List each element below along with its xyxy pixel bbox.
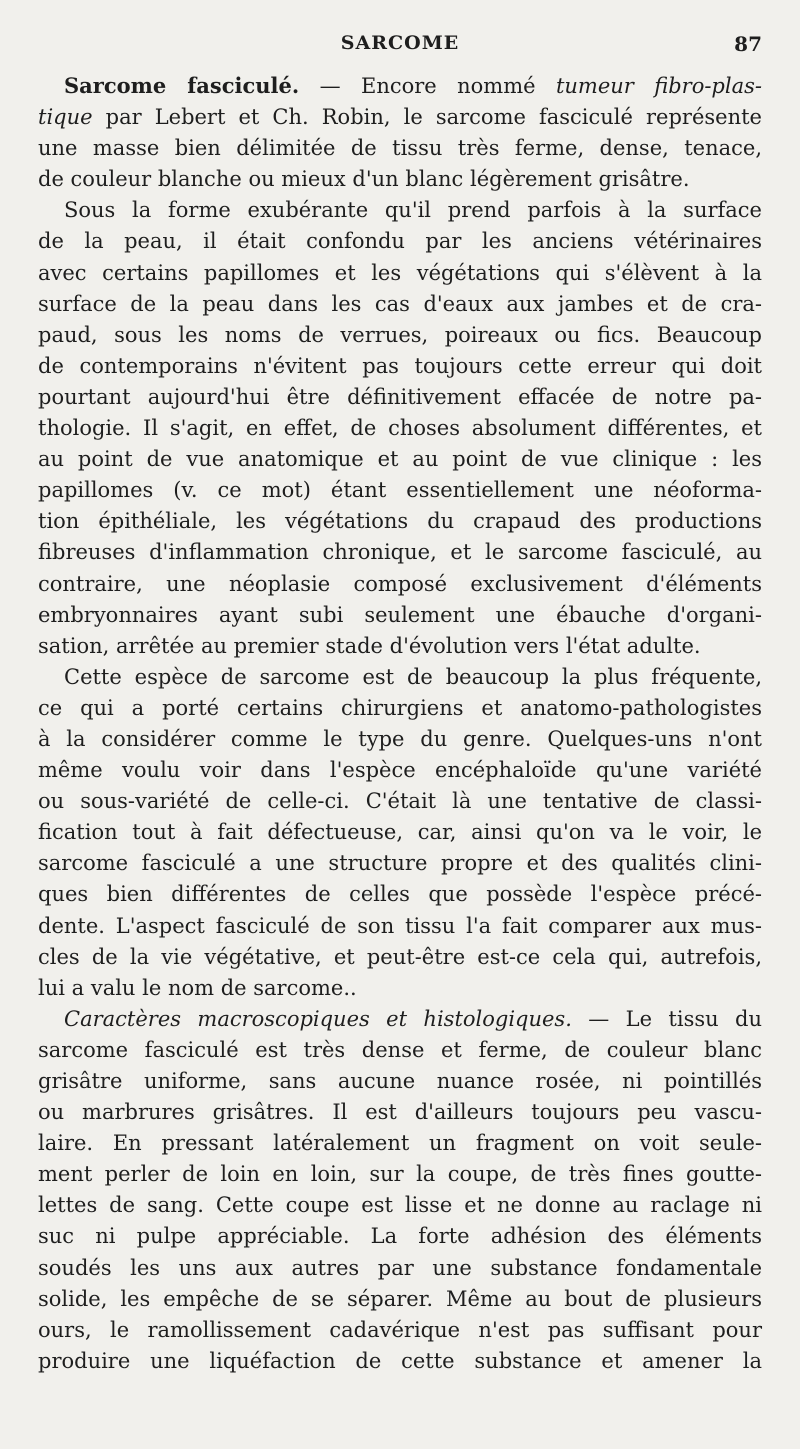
text-line: thologie. Il s'agit, en effet, de choses absolument différentes, et — [38, 416, 762, 441]
section-heading: Sarcome fasciculé. — [64, 73, 300, 98]
text-line: surface de la peau dans les cas d'eaux aux jambes et de cra- — [38, 291, 762, 316]
text-line: ours, le ramollissement cadavérique n'est pas suffisant pour — [38, 1317, 762, 1342]
text-line: sarcome fasciculé est très dense et ferme, de couleur blanc — [38, 1037, 762, 1062]
paragraph-sarcome-fascicule — [38, 70, 762, 195]
text-line: embryonnaires ayant subi seulement une ébauche d'organi- — [38, 602, 762, 627]
text-line: ques bien différentes de celles que possède l'espèce précé- — [38, 882, 762, 907]
text-line: solide, les empêche de se séparer. Même au bout de plusieurs — [38, 1286, 762, 1311]
text-line: même voulu voir dans l'espèce encéphaloïde qu'une variété — [38, 758, 762, 783]
text-line: produire une liquéfaction de cette substance et amener la — [38, 1348, 762, 1373]
paragraph-espece-frequente — [38, 662, 762, 1004]
text-line: ou marbrures grisâtres. Il est d'ailleurs toujours peu vascu- — [38, 1100, 762, 1125]
text-line: de la peau, il était confondu par les anciens vétérinaires — [38, 229, 762, 254]
text-line: papillomes (v. ce mot) étant essentiellement une néoforma- — [38, 478, 762, 503]
text-line: sation, arrêtée au premier stade d'évolution vers l'état adulte. — [38, 633, 701, 658]
text-line: pourtant aujourd'hui être définitivement effacée de notre pa- — [38, 384, 762, 409]
body-text — [38, 70, 762, 1377]
text-line: au point de vue anatomique et au point de vue clinique : les — [38, 447, 762, 472]
running-header: SARCOME — [340, 32, 460, 54]
text-line: fibreuses d'inflammation chronique, et le sarcome fasciculé, au — [38, 540, 762, 565]
text-line: Cette espèce de sarcome est de beaucoup la plus fréquente, — [64, 664, 762, 689]
text-line: sarcome fasciculé a une structure propre et des qualités clini- — [38, 851, 762, 876]
text-line: Sous la forme exubérante qu'il prend parfois à la surface — [64, 198, 762, 223]
text-line: ou sous-variété de celle-ci. C'était là une tentative de classi- — [38, 789, 762, 814]
paragraph-caracteres — [38, 1004, 762, 1377]
text-line: tion épithéliale, les végétations du crapaud des productions — [38, 509, 762, 534]
italic-subheading: Caractères macroscopiques et histologiques. — [64, 1006, 572, 1031]
text-line: contraire, une néoplasie composé exclusivement d'éléments — [38, 571, 762, 596]
text-line: soudés les uns aux autres par une substance fondamentale — [38, 1255, 762, 1280]
page-number: 87 — [734, 32, 762, 56]
italic-term: tumeur fibro-plas- — [555, 74, 762, 98]
text-line: avec certains papillomes et les végétations qui s'élèvent à la — [38, 260, 762, 285]
text-line: tique par Lebert et Ch. Robin, le sarcome fasciculé représente — [38, 105, 762, 130]
text-line: dente. L'aspect fasciculé de son tissu l'a fait comparer aux mus- — [38, 913, 762, 938]
italic-term: tique — [38, 105, 93, 130]
text-line: Sarcome fasciculé. — Encore nommé tumeur fibro-plas- — [64, 73, 762, 98]
text-line: lui a valu le nom de sarcome.. — [38, 975, 357, 1000]
text-line: suc ni pulpe appréciable. La forte adhésion des éléments — [38, 1224, 762, 1249]
text-line: de contemporains n'évitent pas toujours cette erreur qui doit — [38, 353, 762, 378]
paragraph-forme-exuberante — [38, 195, 762, 661]
text-line: ce qui a porté certains chirurgiens et anatomo-pathologistes — [38, 695, 762, 720]
text-line: de couleur blanche ou mieux d'un blanc légèrement grisâtre. — [38, 167, 690, 192]
text-line: paud, sous les noms de verrues, poireaux ou fics. Beaucoup — [38, 322, 762, 347]
text-line: à la considérer comme le type du genre. Quelques-uns n'ont — [38, 726, 762, 751]
text-line: lettes de sang. Cette coupe est lisse et ne donne au raclage ni — [38, 1193, 762, 1218]
text-line: Caractères macroscopiques et histologiques. — Le tissu du — [64, 1006, 762, 1031]
text-line: laire. En pressant latéralement un fragment on voit seule- — [38, 1131, 762, 1156]
text-line: une masse bien délimitée de tissu très ferme, dense, tenace, — [38, 136, 762, 161]
text-line: cles de la vie végétative, et peut-être est-ce cela qui, autrefois, — [38, 944, 762, 969]
text-line: fication tout à fait défectueuse, car, ainsi qu'on va le voir, le — [38, 820, 762, 845]
text-line: ment perler de loin en loin, sur la coupe, de très fines goutte- — [38, 1162, 762, 1187]
text-line: grisâtre uniforme, sans aucune nuance rosée, ni pointillés — [38, 1069, 762, 1093]
